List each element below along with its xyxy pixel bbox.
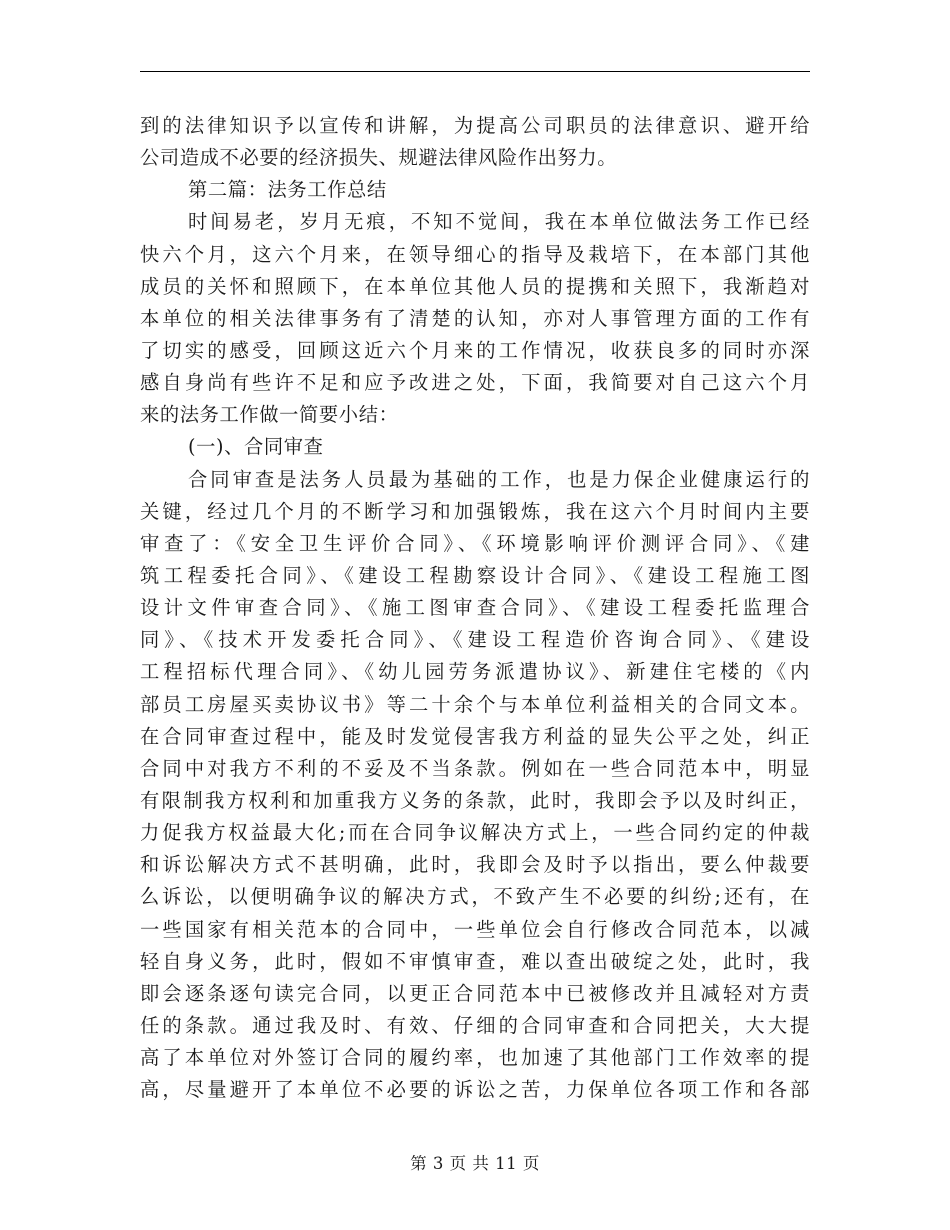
text-line: 审查了：《安全卫生评价合同》、《环境影响评价测评合同》、《建	[140, 531, 810, 555]
text-line: 合同审查是法务人员最为基础的工作，也是力保企业健康运行的	[188, 467, 810, 491]
text-line: 任的条款。通过我及时、有效、仔细的合同审查和合同把关，大大提	[140, 1013, 810, 1037]
text-line: 了切实的感受，回顾这近六个月来的工作情况，收获良多的同时亦深	[140, 338, 810, 362]
text-line: 有限制我方权利和加重我方义务的条款，此时，我即会予以及时纠正，	[140, 788, 810, 812]
text-line: 工程招标代理合同》、《幼儿园劳务派遣协议》、新建住宅楼的《内	[140, 660, 810, 684]
text-line: 一些国家有相关范本的合同中，一些单位会自行修改合同范本，以减	[140, 917, 810, 941]
text-line: 力促我方权益最大化;而在合同争议解决方式上，一些合同约定的仲裁	[140, 821, 810, 845]
text-line: 第二篇：法务工作总结	[188, 178, 387, 202]
text-line: 关键，经过几个月的不断学习和加强锻炼，我在这六个月时间内主要	[140, 499, 810, 523]
text-line: 在合同审查过程中，能及时发觉侵害我方利益的显失公平之处，纠正	[140, 724, 810, 748]
text-line: 和诉讼解决方式不甚明确，此时，我即会及时予以指出，要么仲裁要	[140, 853, 810, 877]
text-line: 时间易老，岁月无痕，不知不觉间，我在本单位做法务工作已经	[188, 210, 810, 234]
text-line: 轻自身义务，此时，假如不审慎审查，难以查出破绽之处，此时，我	[140, 949, 810, 973]
text-line: 即会逐条逐句读完合同，以更正合同范本中已被修改并且减轻对方责	[140, 981, 810, 1005]
text-line: 么诉讼，以便明确争议的解决方式，不致产生不必要的纠纷;还有，在	[140, 885, 810, 909]
text-line: 部员工房屋买卖协议书》等二十余个与本单位利益相关的合同文本。	[140, 692, 810, 716]
text-line: 高，尽量避开了本单位不必要的诉讼之苦，力保单位各项工作和各部	[140, 1078, 810, 1102]
text-line: 到的法律知识予以宣传和讲解，为提高公司职员的法律意识、避开给	[140, 114, 810, 137]
text-line: 本单位的相关法律事务有了清楚的认知，亦对人事管理方面的工作有	[140, 306, 810, 330]
text-line: 快六个月，这六个月来，在领导细心的指导及栽培下，在本部门其他	[140, 242, 810, 266]
text-line: 高了本单位对外签订合同的履约率，也加速了其他部门工作效率的提	[140, 1046, 810, 1070]
text-line: 公司造成不必要的经济损失、规避法律风险作出努力。	[140, 146, 618, 170]
text-line: 成员的关怀和照顾下，在本单位其他人员的提携和关照下，我渐趋对	[140, 274, 810, 298]
page-number-footer: 第 3 页 共 11 页	[410, 1154, 540, 1173]
text-line: 设计文件审查合同》、《施工图审查合同》、《建设工程委托监理合	[140, 596, 810, 620]
text-line: 筑工程委托合同》、《建设工程勘察设计合同》、《建设工程施工图	[140, 563, 810, 587]
text-line: 同》、《技术开发委托合同》、《建设工程造价咨询合同》、《建设	[140, 628, 810, 652]
text-line: (一)、合同审查	[188, 435, 324, 459]
header-rule	[140, 71, 810, 72]
text-line: 感自身尚有些许不足和应予改进之处，下面，我简要对自己这六个月	[140, 371, 810, 395]
text-line: 来的法务工作做一简要小结：	[140, 403, 399, 427]
text-line: 合同中对我方不利的不妥及不当条款。例如在一些合同范本中，明显	[140, 756, 810, 780]
document-body	[140, 110, 810, 1106]
